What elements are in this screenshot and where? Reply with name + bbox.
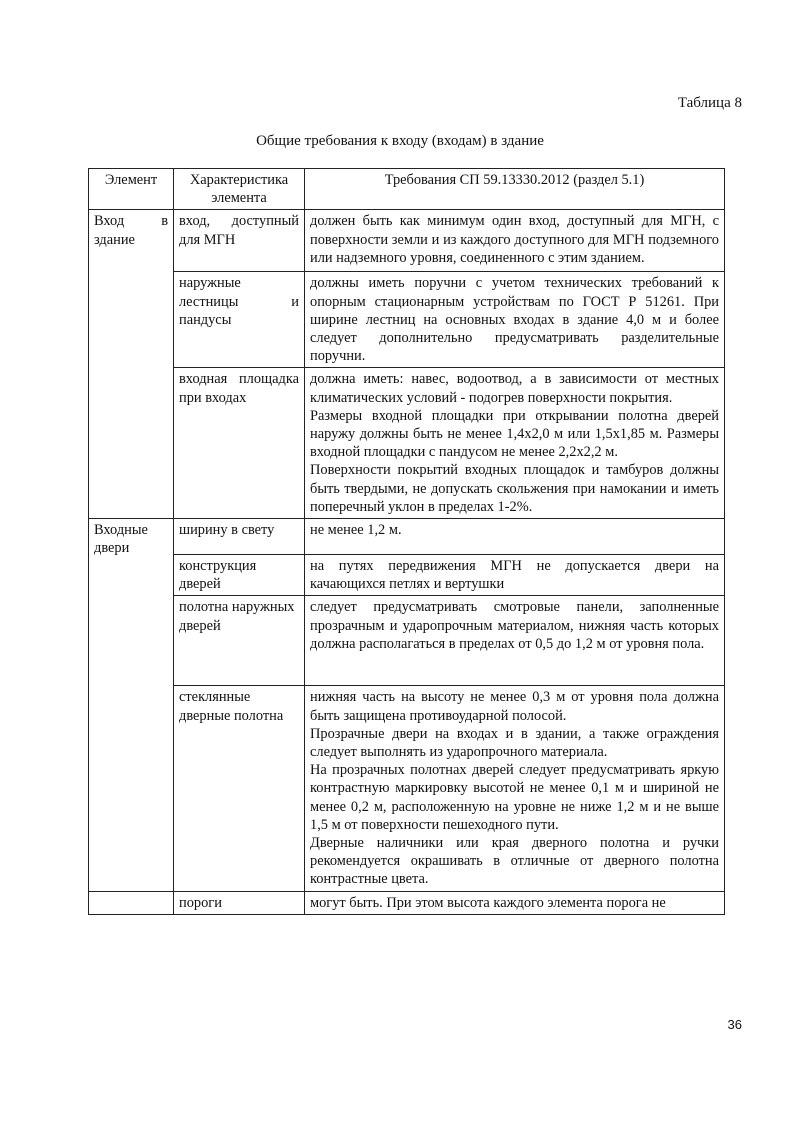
requirements-cell — [305, 519, 725, 555]
requirements-cell — [305, 686, 725, 891]
requirement-paragraph: могут быть. При этом высота каждого элемента порога не — [310, 894, 666, 911]
table-header-row — [89, 169, 725, 210]
requirement-paragraph: Дверные наличники или края дверного полотна и ручки рекомендуется окрашивать в отличные от дверного полотна контрастные цвета. — [310, 835, 719, 888]
table-row — [89, 891, 725, 914]
requirement-paragraph: На прозрачных полотнах дверей следует предусматривать яркую контрастную маркировку высотой не менее 0,1 м и шириной не менее 0,2 м, расположенную на уровне не ниже 1,2 м и не выше 1,5 м от поверхности пешеходного пути. — [310, 762, 719, 833]
requirements-cell — [305, 210, 725, 272]
characteristic-cell: входная площадка при входах — [174, 368, 305, 519]
element-cell: Входные двери — [89, 519, 174, 892]
table-row — [89, 272, 725, 368]
characteristic-cell: стеклянные дверные полотна — [174, 686, 305, 891]
requirement-paragraph: следует предусматривать смотровые панели, заполненные прозрачным и ударопрочным материалом, нижняя часть которых должна располагаться в пределах от 0,5 до 1,2 м от уровня пола. — [310, 599, 719, 652]
requirements-cell — [305, 596, 725, 686]
requirements-cell — [305, 555, 725, 596]
header-requirements: Требования СП 59.13330.2012 (раздел 5.1) — [305, 169, 725, 210]
requirement-paragraph: нижняя часть на высоту не менее 0,3 м от уровня пола должна быть защищена противоударной полосой. — [310, 689, 719, 724]
requirement-paragraph: на путях передвижения МГН не допускается двери на качающихся петлях и вертушки — [310, 558, 719, 593]
table-label: Таблица 8 — [677, 95, 742, 111]
characteristic-cell: вход, доступный для МГН — [174, 210, 305, 272]
header-element: Элемент — [89, 169, 174, 210]
characteristic-cell: конструкция дверей — [174, 555, 305, 596]
element-cell — [89, 891, 174, 914]
element-cell: Вход в здание — [89, 210, 174, 519]
characteristic-cell: пороги — [174, 891, 305, 914]
table-row — [89, 596, 725, 686]
requirement-paragraph: Прозрачные двери на входах и в здании, а также ограждения следует выполнять из ударопрочного материала. — [310, 725, 719, 761]
table-row — [89, 686, 725, 891]
requirement-paragraph: должна иметь: навес, водоотвод, а в зависимости от местных климатических условий - подогрев поверхности покрытия. — [310, 371, 719, 406]
requirements-cell — [305, 891, 725, 914]
requirement-paragraph: должен быть как минимум один вход, доступный для МГН, с поверхности земли и из каждого доступного для МГН подземного или надземного уровня, соединенного с этим зданием. — [310, 213, 719, 266]
requirement-paragraph: Размеры входной площадки при открывании полотна дверей наружу должны быть не менее 1,4х2,0 м или 1,5х1,85 м. Размеры входной площадки с пандусом не менее 2,2х2,2 м. — [310, 407, 719, 461]
requirement-paragraph: Поверхности покрытий входных площадок и тамбуров должны быть твердыми, не допускать скольжения при намокании и иметь поперечный уклон в пределах 1-2%. — [310, 462, 719, 515]
requirements-cell — [305, 368, 725, 519]
requirement-paragraph: не менее 1,2 м. — [310, 522, 402, 539]
table-title: Общие требования к входу (входам) в здание — [256, 133, 544, 149]
table-row — [89, 368, 725, 519]
header-characteristic: Характеристика элемента — [174, 169, 305, 210]
characteristic-cell: наружные лестницы и пандусы — [174, 272, 305, 368]
page-number: 36 — [727, 1017, 742, 1032]
characteristic-cell: ширину в свету — [174, 519, 305, 555]
requirement-paragraph: должны иметь поручни с учетом технических требований к опорным стационарным устройствам по ГОСТ Р 51261. При ширине лестниц на основных входах в здание 4,0 м и более следует дополнительно предусматривать разделительные поручни. — [310, 275, 719, 365]
table-row — [89, 555, 725, 596]
characteristic-cell: полотна наружных дверей — [174, 596, 305, 686]
requirements-table — [88, 168, 725, 915]
table-row — [89, 210, 725, 272]
table-row — [89, 519, 725, 555]
requirements-cell — [305, 272, 725, 368]
